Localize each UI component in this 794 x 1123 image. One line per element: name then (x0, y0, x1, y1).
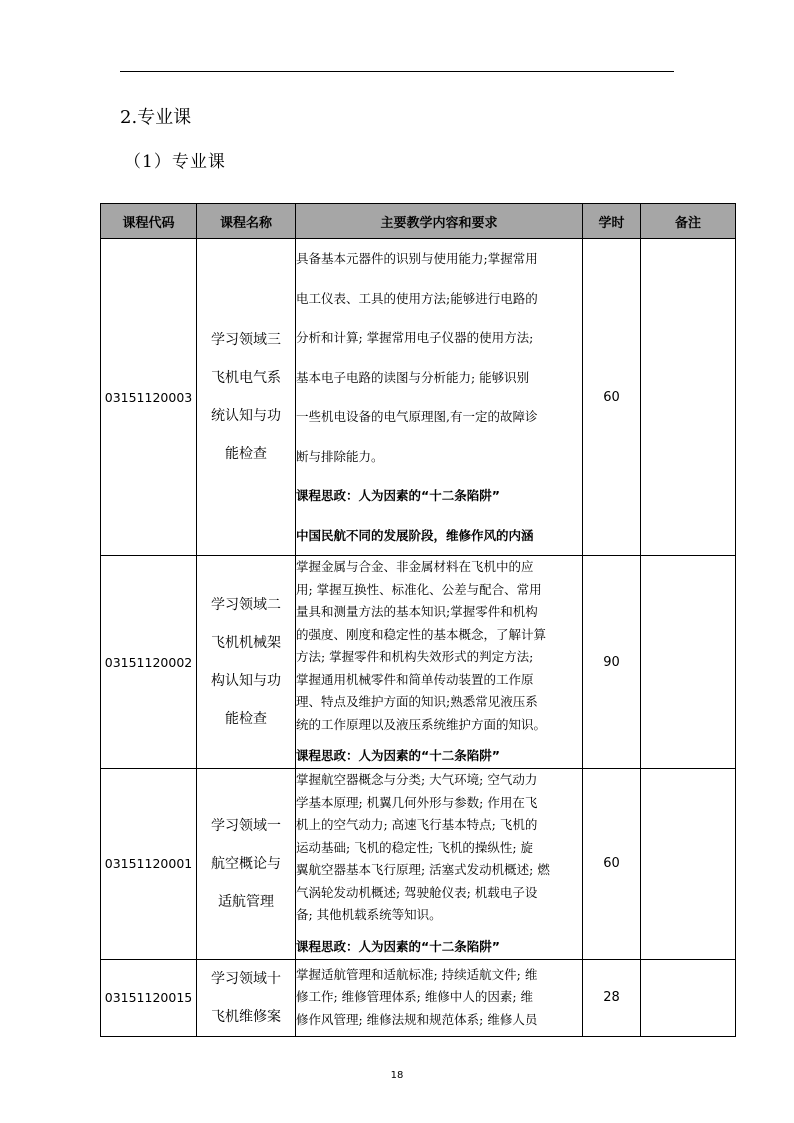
section-title: 2.专业课 (120, 107, 192, 128)
course-name-line: 构认知与功 (211, 673, 281, 689)
course-name-line: 飞机机械架 (211, 635, 281, 651)
course-name-line: 适航管理 (218, 893, 274, 910)
content-line: 电工仪表、工具的使用方法;能够进行电路的 (296, 290, 538, 306)
content-line: 具备基本元器件的识别与使用能力;掌握常用 (296, 251, 538, 266)
course-name-line: 学习领域三 (211, 332, 281, 348)
subsection-title: （1）专业课 (124, 152, 226, 172)
header-notes: 备注 (641, 204, 736, 239)
course-name-line: 飞机电气系 (211, 370, 281, 386)
course-name-line: 航空概论与 (211, 855, 281, 872)
course-code: 03151120015 (101, 959, 197, 1036)
content-line: 机上的空气动力; 高速飞行基本特点; 飞机的 (296, 817, 538, 832)
page-number: 18 (390, 1070, 404, 1081)
table-row (101, 769, 736, 960)
course-note (641, 556, 736, 769)
course-name-line: 学习领域二 (211, 597, 281, 613)
ideology-note: 课程思政：人为因素的“十二条陷阱” (296, 488, 500, 503)
content-line: 量具和测量方法的基本知识;掌握零件和机构 (296, 604, 538, 619)
course-code: 03151120003 (101, 239, 197, 556)
course-code: 03151120002 (101, 556, 197, 769)
content-line: 理、特点及维护方面的知识;熟悉常见液压系 (296, 694, 538, 709)
course-hours: 60 (583, 239, 641, 556)
course-name-line: 统认知与功 (211, 408, 281, 424)
content-line: 用; 掌握互换性、标准化、公差与配合、常用 (296, 581, 542, 597)
content-line: 的强度、刚度和稳定性的基本概念，了解计算 (296, 626, 547, 642)
table-row (101, 556, 736, 769)
course-hours: 90 (583, 556, 641, 769)
course-note (641, 769, 736, 960)
course-hours: 28 (583, 959, 641, 1036)
content-line: 翼航空器基本飞行原理; 活塞式发动机概述; 燃 (296, 862, 550, 877)
course-name (197, 556, 296, 769)
course-name-line: 学习领域一 (211, 817, 281, 834)
course-code: 03151120001 (101, 769, 197, 960)
content-line: 运动基础; 飞机的稳定性; 飞机的操纵性; 旋 (296, 839, 534, 855)
header-course-code: 课程代码 (101, 204, 197, 239)
course-name-line: 飞机维修案 (211, 1008, 281, 1025)
content-line: 气涡轮发动机概述; 驾驶舱仪表; 机载电子设 (296, 884, 538, 900)
content-line: 基本电子电路的读图与分析能力; 能够识别 (296, 369, 530, 385)
course-name (197, 239, 296, 556)
course-name-line: 学习领域十 (211, 970, 281, 987)
content-line: 掌握航空器概念与分类; 大气环境; 空气动力 (296, 772, 538, 787)
ideology-note: 课程思政：人为因素的“十二条陷阱” (296, 938, 500, 954)
ideology-note: 中国民航不同的发展阶段，维修作风的内涵 (296, 527, 534, 543)
course-content (296, 769, 583, 960)
header-course-name: 课程名称 (197, 204, 296, 239)
content-line: 分析和计算; 掌握常用电子仪器的使用方法; (296, 330, 534, 345)
course-name (197, 769, 296, 960)
course-note (641, 959, 736, 1036)
table-row (101, 239, 736, 556)
table-header-row (101, 204, 736, 239)
content-line: 掌握通用机械零件和简单传动装置的工作原 (296, 671, 534, 687)
course-name-line: 能检查 (225, 446, 267, 462)
course-note (641, 239, 736, 556)
course-name-line: 能检查 (225, 711, 267, 727)
content-line: 学基本原理; 机翼几何外形与参数; 作用在飞 (296, 794, 538, 810)
header-rule (120, 71, 674, 72)
content-line: 备; 其他机载系统等知识。 (296, 907, 442, 922)
content-line: 掌握金属与合金、非金属材料在飞机中的应 (296, 559, 534, 574)
content-line: 一些机电设备的电气原理图,有一定的故障诊 (296, 409, 538, 424)
ideology-note: 课程思政：人为因素的“十二条陷阱” (296, 748, 500, 763)
header-content: 主要教学内容和要求 (296, 204, 583, 239)
table-row (101, 959, 736, 1036)
content-line: 统的工作原理以及液压系统维护方面的知识。 (296, 716, 547, 732)
content-line: 方法; 掌握零件和机构失效形式的判定方法; (296, 649, 534, 664)
course-content (296, 239, 583, 556)
course-hours: 60 (583, 769, 641, 960)
header-hours: 学时 (583, 204, 641, 239)
content-line: 修作风管理; 维修法规和规范体系; 维修人员 (296, 1011, 538, 1027)
content-line: 修工作; 维修管理体系; 维修中人的因素; 维 (296, 989, 534, 1005)
course-content (296, 556, 583, 769)
course-content (296, 959, 583, 1036)
course-name (197, 959, 296, 1036)
content-line: 掌握适航管理和适航标准; 持续适航文件; 维 (296, 966, 538, 982)
content-line: 断与排除能力。 (296, 448, 384, 464)
course-table (100, 203, 736, 1037)
